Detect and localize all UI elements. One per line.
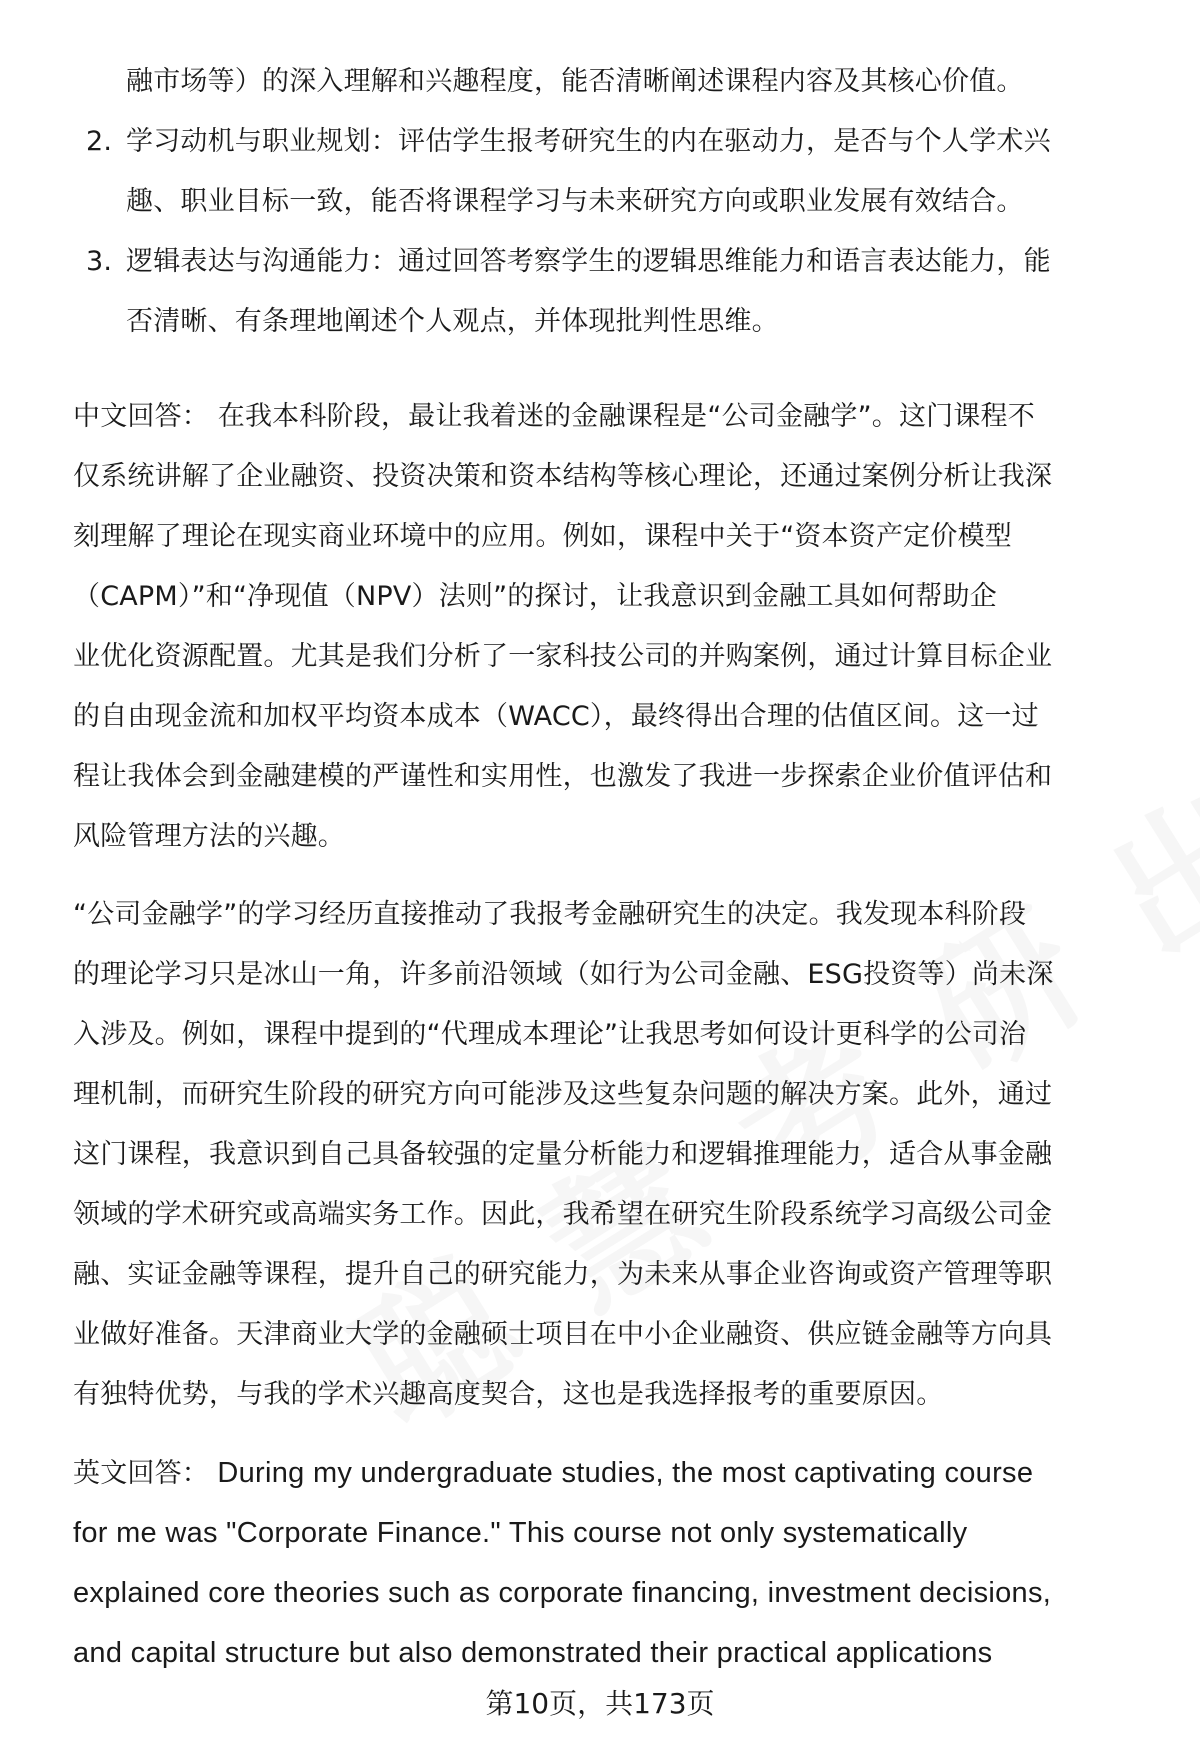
list-item-text: 趣、职业目标一致，能否将课程学习与未来研究方向或职业发展有效结合。 bbox=[126, 186, 1024, 217]
list-item-text: 逻辑表达与沟通能力：通过回答考察学生的逻辑思维能力和语言表达能力，能 bbox=[126, 246, 1051, 277]
paragraph-line: 程让我体会到金融建模的严谨性和实用性，也激发了我进一步探索企业价值评估和 bbox=[73, 761, 1053, 792]
list-number: 3. bbox=[86, 246, 113, 277]
paragraph-line: 业做好准备。天津商业大学的金融硕士项目在中小企业融资、供应链金融等方向具 bbox=[73, 1319, 1053, 1350]
list-item-1-continuation: 融市场等）的深入理解和兴趣程度，能否清晰阐述课程内容及其核心价值。 bbox=[126, 66, 1024, 97]
paragraph-line: During my undergraduate studies, the most captivating course bbox=[209, 1457, 1034, 1489]
paragraph-line: 风险管理方法的兴趣。 bbox=[73, 821, 345, 852]
paragraph-line: “公司金融学”的学习经历直接推动了我报考金融研究生的决定。我发现本科阶段 bbox=[73, 899, 1027, 930]
document-page bbox=[73, 52, 1143, 1683]
paragraph-line: 业优化资源配置。尤其是我们分析了一家科技公司的并购案例，通过计算目标企业 bbox=[73, 641, 1053, 672]
list-number: 2. bbox=[86, 126, 113, 157]
paragraph-line: and capital structure but also demonstrated their practical applications bbox=[73, 1637, 993, 1669]
list-item-text: 学习动机与职业规划：评估学生报考研究生的内在驱动力，是否与个人学术兴 bbox=[126, 126, 1051, 157]
paragraph-line: for me was "Corporate Finance." This course not only systematically bbox=[73, 1517, 968, 1549]
chinese-answer-paragraph bbox=[73, 387, 1143, 867]
paragraph-line: 仅系统讲解了企业融资、投资决策和资本结构等核心理论，还通过案例分析让我深 bbox=[73, 461, 1053, 492]
paragraph-line: （CAPM）”和“净现值（NPV）法则”的探讨，让我意识到金融工具如何帮助企 bbox=[73, 581, 997, 612]
paragraph-line: 中文回答： 在我本科阶段，最让我着迷的金融课程是“公司金融学”。这门课程不 bbox=[73, 401, 1035, 432]
paragraph-line: 融、实证金融等课程，提升自己的研究能力，为未来从事企业咨询或资产管理等职 bbox=[73, 1259, 1053, 1290]
paragraph-line: 刻理解了理论在现实商业环境中的应用。例如，课程中关于“资本资产定价模型 bbox=[73, 521, 1012, 552]
chinese-paragraph-2 bbox=[73, 885, 1143, 1425]
page-footer: 第10页，共173页 bbox=[485, 1687, 715, 1720]
list-item-2 bbox=[73, 112, 1143, 232]
paragraph-line: 的理论学习只是冰山一角，许多前沿领域（如行为公司金融、ESG投资等）尚未深 bbox=[73, 959, 1054, 990]
paragraph-line: 这门课程，我意识到自己具备较强的定量分析能力和逻辑推理能力，适合从事金融 bbox=[73, 1139, 1053, 1170]
paragraph-line: 有独特优势，与我的学术兴趣高度契合，这也是我选择报考的重要原因。 bbox=[73, 1379, 944, 1410]
paragraph-line: 理机制，而研究生阶段的研究方向可能涉及这些复杂问题的解决方案。此外，通过 bbox=[73, 1079, 1053, 1110]
list-item-text: 否清晰、有条理地阐述个人观点，并体现批判性思维。 bbox=[126, 306, 779, 337]
list-item-3 bbox=[73, 232, 1143, 352]
paragraph-line: 的自由现金流和加权平均资本成本（WACC），最终得出合理的估值区间。这一过 bbox=[73, 701, 1039, 732]
english-answer-label: 英文回答： bbox=[73, 1458, 209, 1489]
paragraph-line: 领域的学术研究或高端实务工作。因此，我希望在研究生阶段系统学习高级公司金 bbox=[73, 1199, 1053, 1230]
english-answer-paragraph bbox=[73, 1443, 1143, 1683]
paragraph-line: 入涉及。例如，课程中提到的“代理成本理论”让我思考如何设计更科学的公司治 bbox=[73, 1019, 1027, 1050]
paragraph-line: explained core theories such as corporate financing, investment decisions, bbox=[73, 1577, 1052, 1609]
